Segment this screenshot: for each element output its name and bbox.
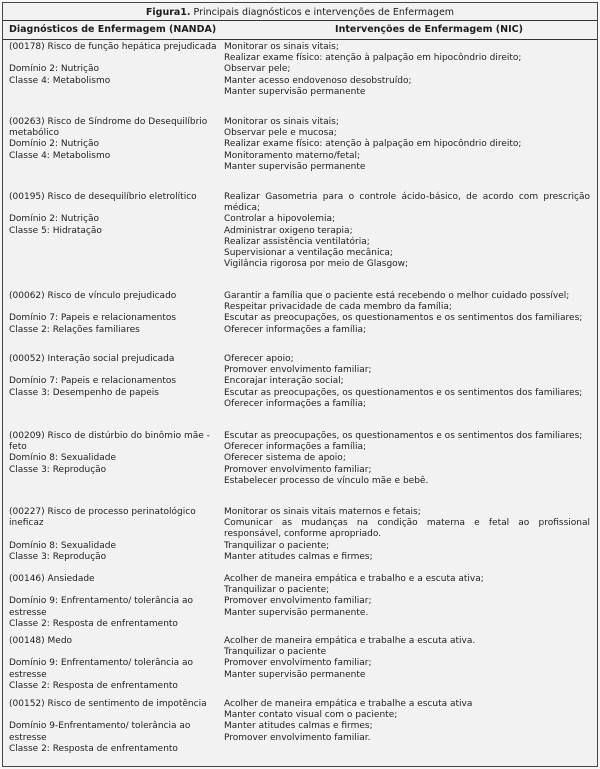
intervention: Monitorar os sinais vitais; — [224, 117, 339, 127]
intervention: Oferecer apoio; — [224, 354, 294, 364]
intervention: Manter acesso endovenoso desobstruído; — [224, 75, 412, 86]
intervention: Administrar oxigeno terapia; — [224, 225, 353, 236]
diagnosis-title-cont: feto — [9, 442, 27, 453]
diagnosis-title: (00263) Risco de Síndrome do Desequilíbrio — [9, 117, 208, 127]
intervention: Promover envolvimento familiar; — [224, 464, 372, 475]
header-diagnoses: Diagnósticos de Enfermagem (NANDA) — [9, 24, 217, 35]
diagnosis-domain: Domínio 7: Papeis e relacionamentos — [9, 376, 177, 387]
intervention: Oferecer informações a família; — [224, 398, 366, 409]
intervention: Observar pele; — [224, 64, 291, 75]
intervention: Promover envolvimento familiar; — [224, 658, 372, 669]
intervention: Escutar as preocupações, os questionamentos e os sentimentos dos familiares; — [224, 387, 583, 398]
diagnosis-class: Classe 4: Metabolismo — [9, 150, 111, 161]
intervention: Manter supervisão permanente — [224, 86, 366, 97]
intervention: Acolher de maneira empática e trabalhe a escuta ativa. — [224, 636, 476, 646]
diagnosis-domain: Domínio 7: Papeis e relacionamentos — [9, 313, 177, 324]
intervention: Promover envolvimento familiar. — [224, 732, 371, 743]
diagnosis-domain: Domínio 8: Sexualidade — [9, 453, 117, 464]
table-header — [3, 20, 597, 40]
intervention: Oferecer sistema de apoio; — [224, 453, 346, 464]
diagnosis-class: Classe 2: Resposta de enfrentamento — [9, 680, 178, 691]
intervention: Promover envolvimento familiar; — [224, 365, 372, 376]
intervention: Manter supervisão permanente — [224, 669, 366, 680]
figure-caption — [3, 7, 597, 19]
intervention: Manter atitudes calmas e firmes; — [224, 721, 373, 732]
caption-text: Principais diagnósticos e intervenções de Enfermagem — [190, 7, 455, 18]
diagnosis-class: Classe 3: Desempenho de papeis — [9, 387, 159, 398]
diagnosis-title: (00152) Risco de sentimento de impotência — [9, 699, 207, 709]
diagnosis-class: Classe 3: Reprodução — [9, 464, 107, 475]
intervention: Manter supervisão permanente — [224, 161, 366, 172]
diagnosis-domain-cont: estresse — [9, 732, 47, 743]
intervention: Supervisionar a ventilação mecânica; — [224, 248, 393, 259]
intervention: Realizar Gasometria para o controle ácido-básico, de acordo com prescrição médica; — [224, 192, 590, 214]
diagnosis-title: (00195) Risco de desequilíbrio eletrolítico — [9, 192, 197, 202]
diagnosis-domain: Domínio 2: Nutrição — [9, 64, 100, 75]
intervention: Controlar a hipovolemia; — [224, 214, 336, 225]
diagnosis-title: (00178) Risco de função hepática prejudicada — [9, 42, 217, 52]
diagnosis-class: Classe 2: Resposta de enfrentamento — [9, 618, 178, 629]
diagnosis-class: Classe 2: Resposta de enfrentamento — [9, 743, 178, 754]
diagnosis-title-cont: ineficaz — [9, 518, 44, 529]
intervention: Tranquilizar o paciente; — [224, 585, 330, 596]
intervention: Monitorar os sinais vitais maternos e fetais; — [224, 507, 421, 517]
diagnosis-title: (00148) Medo — [9, 636, 73, 646]
intervention: Comunicar as mudanças na condição materna e fetal ao profissional responsável, conforme apropriado. — [224, 518, 590, 540]
intervention: Vigilância rigorosa por meio de Glasgow; — [224, 259, 409, 270]
diagnosis-class: Classe 4: Metabolismo — [9, 75, 111, 86]
intervention: Oferecer informações a família; — [224, 442, 366, 453]
intervention: Acolher de maneira empática e trabalhe a escuta ativa — [224, 699, 473, 709]
intervention: Escutar as preocupações, os questionamentos e os sentimentos dos familiares; — [224, 313, 583, 324]
diagnosis-domain-cont: estresse — [9, 669, 47, 680]
intervention: Manter supervisão permanente. — [224, 607, 369, 618]
intervention: Manter atitudes calmas e firmes; — [224, 551, 373, 562]
intervention: Monitorar os sinais vitais; — [224, 42, 339, 52]
diagnosis-title: (00052) Interação social prejudicada — [9, 354, 175, 364]
intervention: Garantir a família que o paciente está recebendo o melhor cuidado possível; — [224, 291, 570, 301]
intervention: Promover envolvimento familiar; — [224, 596, 372, 607]
intervention: Realizar assistência ventilatória; — [224, 236, 370, 247]
intervention: Manter contato visual com o paciente; — [224, 710, 398, 721]
intervention: Oferecer informações a família; — [224, 324, 366, 335]
intervention: Observar pele e mucosa; — [224, 128, 337, 139]
diagnosis-domain: Domínio 2: Nutrição — [9, 214, 100, 225]
figure-table — [2, 2, 598, 767]
diagnosis-title: (00227) Risco de processo perinatológico — [9, 507, 196, 517]
intervention: Realizar exame físico: atenção à palpação em hipocôndrio direito; — [224, 53, 522, 64]
intervention: Escutar as preocupações, os questionamentos e os sentimentos dos familiares; — [224, 431, 583, 441]
diagnosis-domain-cont: estresse — [9, 607, 47, 618]
caption-label: Figura1. — [145, 7, 191, 18]
intervention: Acolher de maneira empática e trabalho e a escuta ativa; — [224, 574, 484, 584]
diagnosis-title-cont: metabólico — [9, 128, 60, 139]
diagnosis-domain: Domínio 2: Nutrição — [9, 139, 100, 150]
diagnosis-title: (00146) Ansiedade — [9, 574, 95, 584]
diagnosis-class: Classe 2: Relações familiares — [9, 324, 140, 335]
intervention: Encorajar interação social; — [224, 376, 344, 387]
diagnosis-title: (00209) Risco de distúrbio do binômio mãe - — [9, 431, 210, 441]
diagnosis-title: (00062) Risco de vínculo prejudicado — [9, 291, 177, 301]
intervention: Realizar exame físico: atenção à palpação em hipocôndrio direito; — [224, 139, 522, 150]
intervention: Respeitar privacidade de cada membro da família; — [224, 302, 452, 313]
diagnosis-class: Classe 3: Reprodução — [9, 551, 107, 562]
intervention: Monitoramento materno/fetal; — [224, 150, 361, 161]
intervention: Tranquilizar o paciente; — [224, 540, 330, 551]
diagnosis-domain: Domínio 9: Enfrentamento/ tolerância ao — [9, 596, 194, 607]
header-interventions: Intervenções de Enfermagem (NIC) — [335, 24, 523, 35]
diagnosis-domain: Domínio 9: Enfrentamento/ tolerância ao — [9, 658, 194, 669]
diagnosis-class: Classe 5: Hidratação — [9, 225, 102, 236]
diagnosis-domain: Domínio 9-Enfrentamento/ tolerância ao — [9, 721, 191, 732]
intervention: Tranquilizar o paciente — [224, 647, 327, 658]
diagnosis-domain: Domínio 8: Sexualidade — [9, 540, 117, 551]
intervention: Estabelecer processo de vínculo mãe e bebê. — [224, 475, 429, 486]
